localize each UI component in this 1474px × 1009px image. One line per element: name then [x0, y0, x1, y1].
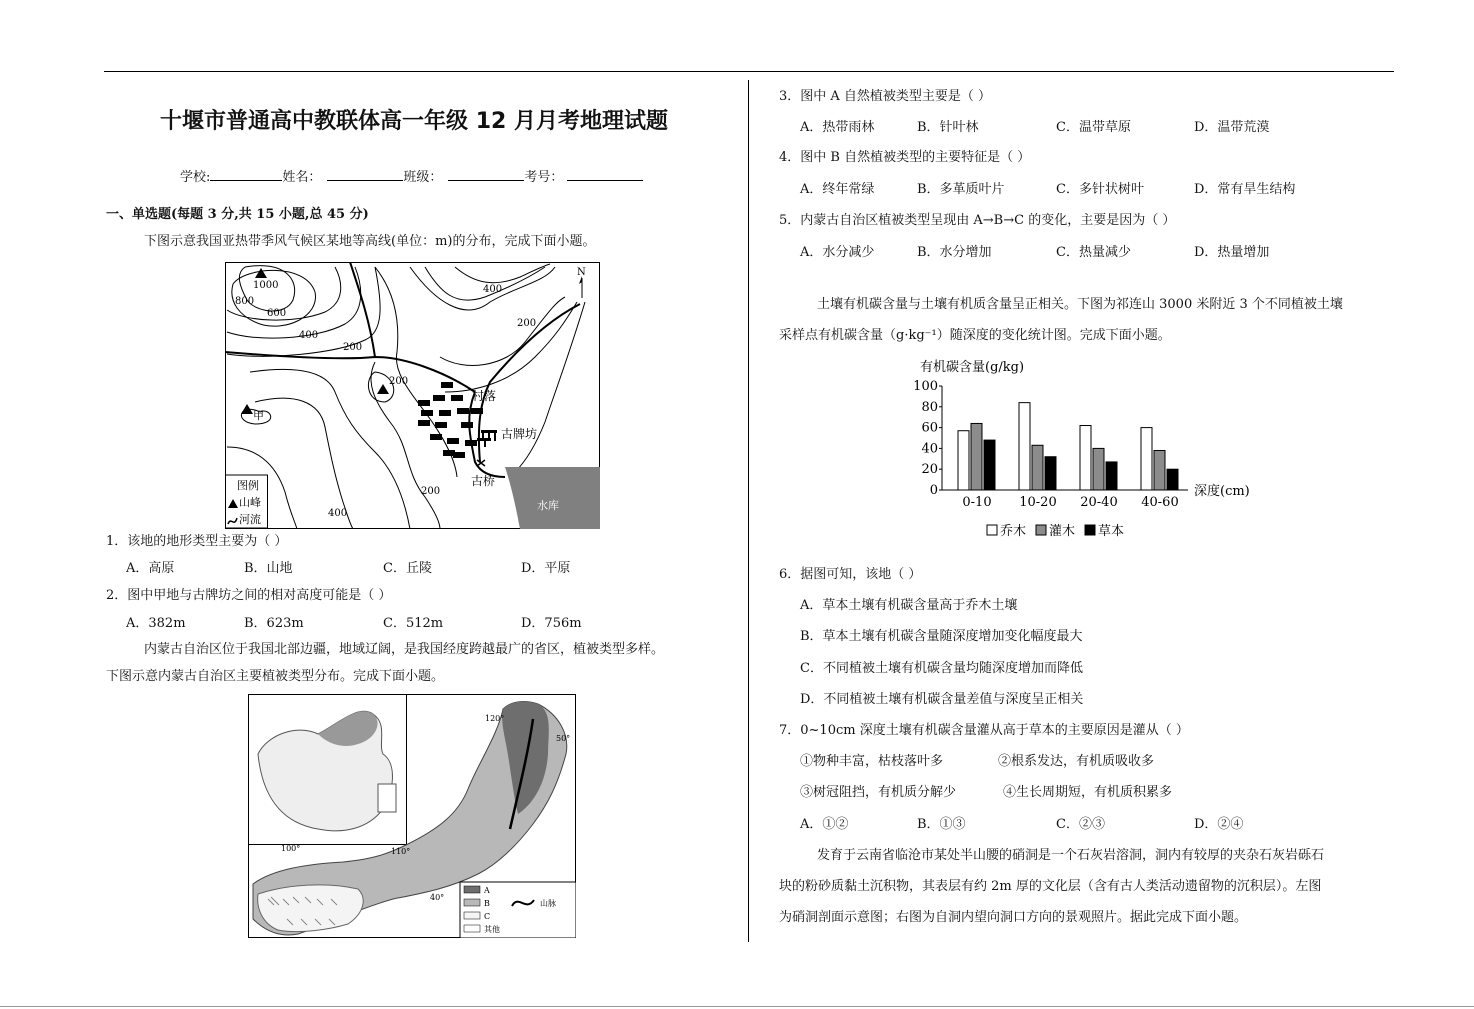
- q6-option-d[interactable]: D．不同植被土壤有机碳含量差值与深度呈正相关: [800, 692, 1084, 707]
- top-rule: [104, 71, 1394, 72]
- q4-option-c[interactable]: C．多针状树叶: [1056, 182, 1144, 197]
- bridge-label: 古桥: [471, 474, 496, 488]
- q2-option-b[interactable]: B．623m: [244, 616, 304, 631]
- q2-option-c[interactable]: C．512m: [383, 616, 444, 631]
- bar-乔木-0-10: [958, 431, 969, 490]
- legend-swatch-other: [464, 925, 480, 932]
- q2-option-a[interactable]: A．382m: [126, 616, 186, 631]
- q7-option-a[interactable]: A．①②: [800, 817, 849, 832]
- y-tick-label: 100: [913, 379, 938, 394]
- class-label: 班级：: [403, 170, 443, 185]
- y-tick-label: 80: [921, 399, 938, 415]
- y-tick-label: 40: [921, 441, 938, 457]
- bar-乔木-20-40: [1080, 426, 1091, 490]
- contour-label-400: 400: [328, 508, 348, 519]
- x-tick-label: 0-10: [962, 495, 992, 510]
- intro-cave-2: 块的粉砂质黏土沉积物，其表层有约 2m 厚的文化层（含有古人类活动遗留物的沉积层）。左图: [779, 879, 1322, 894]
- page-title: 十堰市普通高中教联体高一年级 12 月月考地理试题: [160, 109, 668, 134]
- legend-swatch-灌木: [1036, 525, 1046, 535]
- legend-label-灌木: 灌木: [1049, 524, 1076, 539]
- q1-stem: 1．该地的地形类型主要为（ ）: [106, 534, 288, 549]
- contour-label-1000: 1000: [253, 280, 279, 291]
- q1-option-c[interactable]: C．丘陵: [383, 561, 432, 576]
- lat-50-label: 50°: [556, 734, 571, 743]
- lat-40-label: 40°: [430, 893, 445, 902]
- intro-inner-mongolia-1: 内蒙古自治区位于我国北部边疆，地域辽阔，是我国经度跨越最广的省区，植被类型多样。: [144, 642, 665, 657]
- legend-swatch-草本: [1085, 525, 1095, 535]
- q2-option-d[interactable]: D．756m: [521, 616, 582, 631]
- q7-statement-2: ②根系发达，有机质吸收多: [998, 754, 1155, 769]
- q5-option-c[interactable]: C．热量减少: [1056, 245, 1131, 260]
- q3-option-b[interactable]: B．针叶林: [917, 120, 979, 135]
- legend-label-乔木: 乔木: [1000, 524, 1027, 539]
- legend-swatch-a: [464, 886, 480, 893]
- lon-100-label: 100°: [281, 844, 301, 853]
- q3-option-c[interactable]: C．温带草原: [1056, 120, 1131, 135]
- bar-草本-10-20: [1045, 457, 1056, 490]
- reservoir-label: 水库: [537, 499, 559, 512]
- legend-label-c: C: [484, 912, 491, 921]
- bar-灌木-40-60: [1154, 450, 1165, 490]
- legend-label-草本: 草本: [1098, 524, 1125, 539]
- x-tick-label: 20-40: [1080, 495, 1118, 510]
- bottom-rule: [0, 1006, 1474, 1007]
- vegetation-map: [248, 694, 576, 938]
- q6-option-c[interactable]: C．不同植被土壤有机碳含量均随深度增加而降低: [800, 661, 1083, 676]
- legend-mountain-label: 山脉: [540, 899, 556, 908]
- contour-label-600: 600: [267, 308, 287, 319]
- q7-statement-3: ③树冠阻挡，有机质分解少: [800, 785, 957, 800]
- q6-option-a[interactable]: A．草本土壤有机碳含量高于乔木土壤: [800, 598, 1018, 613]
- q7-statement-1: ①物种丰富，枯枝落叶多: [800, 754, 944, 769]
- bar-草本-40-60: [1167, 469, 1178, 490]
- q6-option-b[interactable]: B．草本土壤有机碳含量随深度增加变化幅度最大: [800, 629, 1083, 644]
- contour-label-400: 400: [299, 330, 319, 341]
- legend-swatch-b: [464, 899, 480, 906]
- q5-option-d[interactable]: D．热量增加: [1194, 245, 1270, 260]
- bar-草本-0-10: [984, 440, 995, 490]
- contour-label-800: 800: [235, 296, 255, 307]
- column-divider: [748, 80, 749, 942]
- organic-carbon-chart: [900, 355, 1260, 545]
- q1-option-a[interactable]: A．高原: [126, 561, 175, 576]
- intro-cave-3: 为硝洞剖面示意图；右图为自洞内望向洞口方向的景观照片。据此完成下面小题。: [779, 910, 1248, 925]
- q3-option-d[interactable]: D．温带荒漠: [1194, 120, 1270, 135]
- intro-soil-carbon-2: 采样点有机碳含量（g·kg⁻¹）随深度的变化统计图。完成下面小题。: [779, 328, 1171, 343]
- q4-option-b[interactable]: B．多革质叶片: [917, 182, 1005, 197]
- q7-statement-4: ④生长周期短，有机质积累多: [1003, 785, 1173, 800]
- class-blank[interactable]: [448, 168, 524, 181]
- q5-option-b[interactable]: B．水分增加: [917, 245, 992, 260]
- bar-草本-20-40: [1106, 462, 1117, 490]
- legend-label-other: 其他: [484, 925, 500, 934]
- lon-120-label: 120°: [485, 714, 505, 723]
- contour-label-200: 200: [517, 318, 537, 329]
- y-tick-label: 60: [921, 420, 938, 436]
- x-axis-tick-labels: [962, 495, 1178, 510]
- q4-option-a[interactable]: A．终年常绿: [800, 182, 875, 197]
- bar-乔木-40-60: [1141, 428, 1152, 490]
- school-blank[interactable]: [210, 168, 282, 181]
- contour-label-200: 200: [343, 342, 363, 353]
- name-blank[interactable]: [327, 168, 403, 181]
- bar-乔木-10-20: [1019, 403, 1030, 490]
- q1-option-b[interactable]: B．山地: [244, 561, 293, 576]
- vegetation-zone-c: [258, 885, 364, 932]
- q6-stem: 6．据图可知，该地（ ）: [779, 567, 922, 582]
- village-label: 村落: [472, 389, 497, 403]
- lon-110-label: 110°: [391, 847, 411, 856]
- name-label: 姓名：: [282, 170, 322, 185]
- legend-swatch-c: [464, 912, 480, 919]
- section-heading: 一、单选题(每题 3 分,共 15 小题,总 45 分): [106, 207, 369, 222]
- y-tick-label: 20: [921, 462, 938, 478]
- reservoir-area: [505, 467, 600, 529]
- intro-soil-carbon-1: 土壤有机碳含量与土壤有机质含量呈正相关。下图为祁连山 3000 米附近 3 个不同植被土壤: [817, 297, 1343, 312]
- q4-option-d[interactable]: D．常有旱生结构: [1194, 182, 1296, 197]
- school-label: 学校:: [180, 170, 211, 185]
- legend-swatch-乔木: [987, 525, 997, 535]
- contour-map: [225, 262, 600, 529]
- intro-inner-mongolia-2: 下图示意内蒙古自治区主要植被类型分布。完成下面小题。: [106, 669, 445, 684]
- q7-option-b[interactable]: B．①③: [917, 817, 966, 832]
- bar-灌木-10-20: [1032, 445, 1043, 490]
- jia-label: 甲: [253, 409, 264, 422]
- q1-option-d[interactable]: D．平原: [521, 561, 571, 576]
- legend-label-b: B: [484, 899, 490, 908]
- arch-label: 古牌坊: [501, 427, 538, 441]
- q7-option-d[interactable]: D．②④: [1194, 817, 1244, 832]
- chart-legend: [987, 523, 1124, 539]
- legend-title: 图例: [237, 479, 259, 492]
- legend-peak-label: 山峰: [239, 496, 261, 509]
- exam-no-blank[interactable]: [567, 168, 643, 181]
- y-axis-title: 有机碳含量(g/kg): [920, 360, 1025, 375]
- q2-stem: 2．图中甲地与古牌坊之间的相对高度可能是（ ）: [106, 588, 392, 603]
- exam-no-label: 考号：: [524, 170, 564, 185]
- legend-label-a: A: [484, 886, 490, 895]
- north-label: N: [577, 267, 586, 278]
- x-axis-title: 深度(cm): [1194, 484, 1250, 499]
- contour-label-200: 200: [421, 486, 441, 497]
- intro-contour: 下图示意我国亚热带季风气候区某地等高线(单位：m)的分布，完成下面小题。: [144, 234, 596, 249]
- intro-cave-1: 发育于云南省临沧市某处半山腰的硝洞是一个石灰岩溶洞，洞内有较厚的夹杂石灰岩砾石: [817, 848, 1325, 863]
- y-tick-label: 0: [929, 483, 938, 498]
- bar-灌木-20-40: [1093, 448, 1104, 490]
- peak-elevation-label: 200: [389, 376, 409, 387]
- q7-stem: 7．0~10cm 深度土壤有机碳含量灌从高于草本的主要原因是灌从（ ）: [779, 723, 1189, 738]
- q3-stem: 3．图中 A 自然植被类型主要是（ ）: [779, 89, 992, 104]
- q5-stem: 5．内蒙古自治区植被类型呈现由 A→B→C 的变化，主要是因为（ ）: [779, 213, 1176, 228]
- y-axis-ticks: [913, 379, 942, 498]
- bar-series: [958, 403, 1178, 490]
- x-tick-label: 10-20: [1019, 495, 1057, 510]
- bar-灌木-0-10: [971, 423, 982, 490]
- student-info-row: [180, 168, 643, 186]
- legend-river-label: 河流: [239, 513, 261, 526]
- q5-option-a[interactable]: A．水分减少: [800, 245, 875, 260]
- q4-stem: 4．图中 B 自然植被类型的主要特征是（ ）: [779, 150, 1031, 165]
- q7-option-c[interactable]: C．②③: [1056, 817, 1105, 832]
- x-tick-label: 40-60: [1141, 495, 1179, 510]
- contour-label-400: 400: [483, 284, 503, 295]
- south-sea-inset: [378, 784, 396, 812]
- q3-option-a[interactable]: A．热带雨林: [800, 120, 875, 135]
